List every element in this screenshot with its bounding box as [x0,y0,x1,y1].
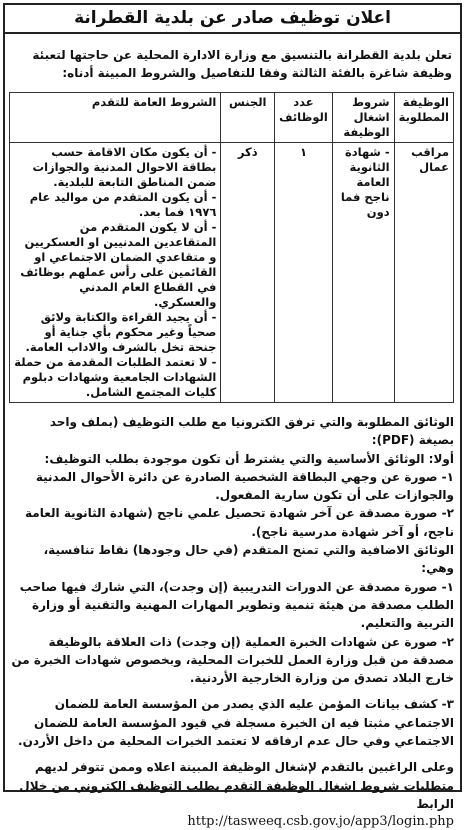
extra-doc-item: ١- صورة مصدقة عن الدورات التدريبية (إن وجدت)، التي شارك فيها صاحب الطلب مصدقة من هيئة تنمية وتطوير المهارات المهنية والتقنية أو وزارة التربية والتعليم. [19,579,454,631]
announcement-title: اعلان توظيف صادر عن بلدية القطرانة [5,5,460,34]
header-gender: الجنس [221,93,275,143]
header-conditions: الشروط العامة للتقدم [10,93,221,143]
jobs-table [9,92,454,403]
condition-item: - أن يكون المتقدم من مواليد عام ١٩٧٦ فما بعد. [29,190,217,219]
extra-doc-item: ٣- كشف بيانات المؤمن عليه الذي يصدر من المؤسسة العامة للضمان الاجتماعي مثبتا فيه ان الخبرة مسجلة في قيود المؤسسة العامة للضمان الاجتماعي وفي حال عدم ارفاقه لا تعتمد الخبرات المحلية من داخل الأردن. [18,697,454,749]
condition-item: - لا تعتمد الطلبات المقدمة من حملة الشهادات الجامعية وشهادات دبلوم كليات المجتمع الشامل. [14,355,217,399]
table-header-row [10,93,454,143]
cell-requirements: - شهادة الثانوية العامة ناجح فما دون [332,143,394,403]
condition-item: - أن لا يكون المتقدم من المتقاعدين المدنيين او العسكريين و متقاعدي الضمان الاجتماعي او القائمين على رأس عملهم بوظائف في القطاع العام المدني والعسكري. [20,220,217,309]
table-row [10,143,454,403]
requirements-section [5,403,460,813]
header-job: الوظيفة المطلوبة [394,93,453,143]
extra-doc-item: ٢- صورة عن شهادات الخبرة العملية (إن وجدت) ذات العلاقة بالوظيفة مصدقة من قبل وزارة العمل للخبرات المحلية، وبخصوص شهادات الخبرة من خارج البلاد تصدق من وزارة الخارجية الأردنية. [11,634,454,686]
header-requirements: شروط اشغال الوظيفة [332,93,394,143]
condition-item: - أن يجيد القراءة والكتابة ولائق صحياً وغير محكوم بأي جناية أو جنحة تخل بالشرف والاداب العامة. [25,310,217,354]
cell-conditions [10,143,221,403]
extra-docs-heading: الوثائق الاضافية والتي تمنح المتقدم (في حال وجودها) نقاط تنافسية، وهي: [43,543,454,576]
header-count: عدد الوظائف [275,93,333,143]
cell-job: مراقب عمال [394,143,453,403]
docs-heading: الوثائق المطلوبة والتي ترفق الكترونيا مع طلب التوظيف (بملف واحد بصيغة (PDF): [49,415,454,448]
closing-paragraph: وعلى الراغبين بالتقدم لإشغال الوظيفة المبينة اعلاه وممن تتوفر لديهم متطلبات شروط اشغال الوظيفة التقدم بطلب التوظيف الكتروني من خلال الرابط [19,760,454,811]
basic-docs-heading: أولا: الوثائق الأساسية والتي يشترط أن تكون موجودة بطلب التوظيف: [44,451,454,466]
job-announcement [3,3,462,830]
basic-doc-item: ٢- صورة مصدقة عن آخر شهادة تحصيل علمي ناجح (شهادة الثانوية العامة ناجح، أو آخر شهادة مدرسية ناجح). [25,506,454,539]
basic-doc-item: ١- صورة عن وجهي البطاقة الشخصية الصادرة عن دائرة الأحوال المدنية والجوازات على أن تكون سارية المفعول. [35,469,454,503]
application-link[interactable]: http://tasweeq.csb.gov.jo/app3/login.php [187,814,454,830]
cell-count: ١ [275,143,333,403]
condition-item: - أن يكون مكان الاقامة حسب بطاقة الاحوال المدنية والجوازات ضمن المناطق التابعة للبلدية. [32,145,217,189]
intro-paragraph: تعلن بلدية القطرانة بالتنسيق مع وزارة الادارة المحلية عن حاجتها لتعبئة وظيفة شاغرة بالفئة الثالثة وفقا للتفاصيل والشروط المبينة أدناه: [32,48,452,80]
cell-gender: ذكر [221,143,275,403]
